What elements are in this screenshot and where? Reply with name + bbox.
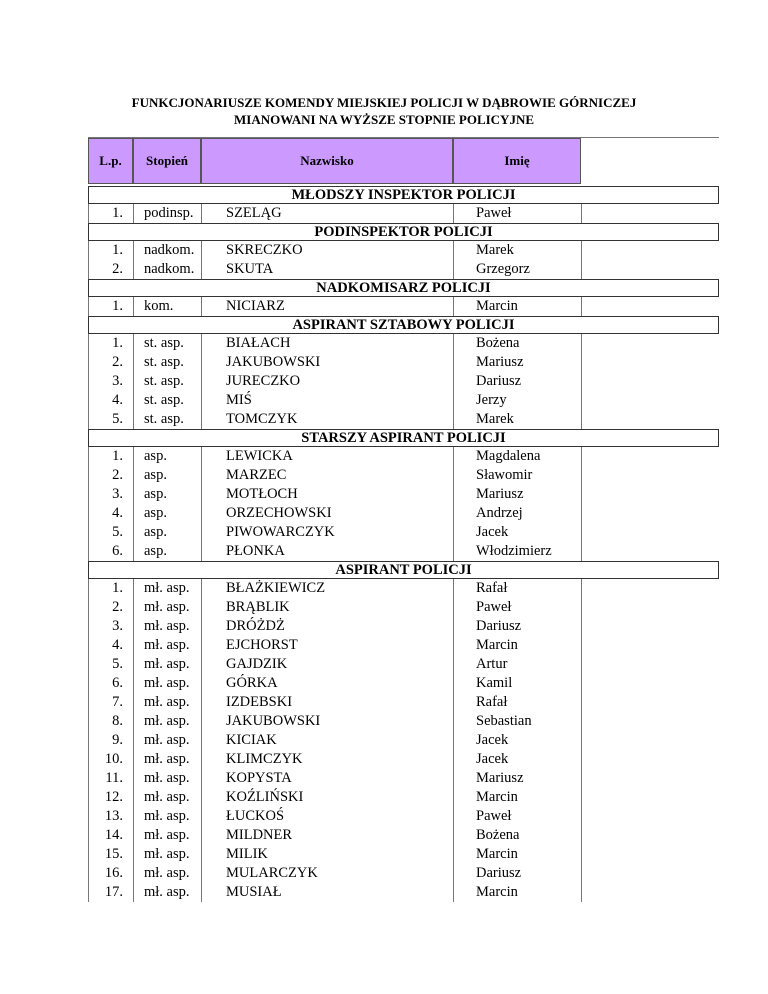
row-surname: DRÓŻDŻ (226, 618, 285, 634)
row-rank: mł. asp. (144, 751, 190, 767)
row-number: 5. (112, 411, 123, 427)
row-surname: ŁUCKOŚ (226, 808, 285, 824)
column-rule (88, 579, 89, 902)
row-rank: asp. (144, 505, 167, 521)
row-rank: mł. asp. (144, 808, 190, 824)
row-first-name: Dariusz (476, 373, 522, 389)
row-number: 4. (112, 505, 123, 521)
row-surname: MOTŁOCH (226, 486, 298, 502)
header-lp: L.p. (88, 138, 133, 184)
row-rank: st. asp. (144, 411, 184, 427)
row-first-name: Rafał (476, 694, 508, 710)
row-first-name: Włodzimierz (476, 543, 552, 559)
row-first-name: Jacek (476, 524, 509, 540)
row-first-name: Bożena (476, 335, 520, 351)
row-rank: asp. (144, 524, 167, 540)
row-number: 13. (104, 808, 123, 824)
column-rule (453, 579, 454, 902)
row-surname: KOŹLIŃSKI (226, 789, 304, 805)
row-surname: SKUTA (226, 261, 274, 277)
table-row (88, 485, 578, 504)
column-rule (133, 204, 134, 223)
section-heading: ASPIRANT POLICJI (88, 561, 719, 579)
row-first-name: Paweł (476, 808, 512, 824)
column-rule (133, 447, 134, 561)
table-row (88, 769, 578, 788)
column-rule (581, 334, 582, 429)
row-rank: mł. asp. (144, 713, 190, 729)
row-number: 12. (104, 789, 123, 805)
row-first-name: Jacek (476, 732, 509, 748)
column-rule (453, 334, 454, 429)
row-first-name: Dariusz (476, 618, 522, 634)
row-number: 6. (112, 675, 123, 691)
column-rule (453, 447, 454, 561)
column-rule (201, 334, 202, 429)
row-surname: GÓRKA (226, 675, 278, 691)
row-rank: mł. asp. (144, 637, 190, 653)
row-first-name: Dariusz (476, 865, 522, 881)
row-rank: st. asp. (144, 335, 184, 351)
column-rule (88, 297, 89, 316)
row-number: 6. (112, 543, 123, 559)
table-row (88, 297, 578, 316)
table-row (88, 410, 578, 429)
row-rank: st. asp. (144, 373, 184, 389)
row-number: 15. (104, 846, 123, 862)
row-number: 11. (105, 770, 123, 786)
header-imie: Imię (453, 138, 581, 184)
row-surname: BŁAŻKIEWICZ (226, 580, 326, 596)
column-rule (88, 334, 89, 429)
row-surname: SKRECZKO (226, 242, 303, 258)
row-surname: BIAŁACH (226, 335, 291, 351)
row-first-name: Kamil (476, 675, 513, 691)
row-number: 1. (112, 205, 123, 221)
row-number: 5. (112, 656, 123, 672)
row-first-name: Grzegorz (476, 261, 530, 277)
table-row (88, 241, 578, 260)
row-rank: mł. asp. (144, 884, 190, 900)
row-first-name: Paweł (476, 205, 512, 221)
row-number: 3. (112, 486, 123, 502)
document-title-line-2: MIANOWANI NA WYŻSZE STOPNIE POLICYJNE (233, 112, 535, 127)
row-number: 3. (112, 618, 123, 634)
table-row (88, 353, 578, 372)
row-rank: st. asp. (144, 392, 184, 408)
row-surname: GAJDZIK (226, 656, 288, 672)
table-row (88, 712, 578, 731)
row-number: 2. (112, 354, 123, 370)
column-rule (453, 204, 454, 223)
row-number: 4. (112, 637, 123, 653)
table-row (88, 617, 578, 636)
table-row (88, 372, 578, 391)
row-number: 4. (112, 392, 123, 408)
table-row (88, 260, 578, 279)
row-surname: PIWOWARCZYK (226, 524, 335, 540)
row-first-name: Paweł (476, 599, 512, 615)
row-rank: mł. asp. (144, 846, 190, 862)
row-surname: EJCHORST (226, 637, 298, 653)
row-first-name: Marcin (476, 789, 518, 805)
row-rank: mł. asp. (144, 675, 190, 691)
row-rank: nadkom. (144, 242, 195, 258)
table-row (88, 504, 578, 523)
row-surname: BRĄBLIK (226, 599, 290, 615)
row-surname: ORZECHOWSKI (226, 505, 332, 521)
column-rule (133, 334, 134, 429)
row-number: 2. (112, 599, 123, 615)
column-rule (201, 204, 202, 223)
row-number: 7. (112, 694, 123, 710)
row-rank: podinsp. (144, 205, 194, 221)
row-rank: mł. asp. (144, 770, 190, 786)
column-rule (581, 241, 582, 279)
row-number: 17. (104, 884, 123, 900)
row-first-name: Marek (476, 411, 514, 427)
row-rank: asp. (144, 543, 167, 559)
section-heading: NADKOMISARZ POLICJI (88, 279, 719, 297)
table-row (88, 655, 578, 674)
column-rule (201, 447, 202, 561)
row-number: 10. (104, 751, 123, 767)
row-number: 1. (112, 580, 123, 596)
row-number: 1. (112, 335, 123, 351)
column-rule (133, 579, 134, 902)
table-row (88, 447, 578, 466)
row-surname: MARZEC (226, 467, 287, 483)
row-number: 14. (104, 827, 123, 843)
row-number: 5. (112, 524, 123, 540)
row-surname: JAKUBOWSKI (226, 354, 321, 370)
column-rule (88, 241, 89, 279)
section-heading: STARSZY ASPIRANT POLICJI (88, 429, 719, 447)
row-rank: st. asp. (144, 354, 184, 370)
row-rank: mł. asp. (144, 580, 190, 596)
row-first-name: Sebastian (476, 713, 532, 729)
table-row (88, 788, 578, 807)
row-first-name: Bożena (476, 827, 520, 843)
column-rule (581, 579, 582, 902)
row-surname: KOPYSTA (226, 770, 292, 786)
row-first-name: Artur (476, 656, 508, 672)
row-number: 1. (112, 448, 123, 464)
table-row (88, 845, 578, 864)
table-row (88, 807, 578, 826)
table-row (88, 750, 578, 769)
row-rank: mł. asp. (144, 694, 190, 710)
row-number: 2. (112, 261, 123, 277)
row-rank: mł. asp. (144, 732, 190, 748)
row-surname: MULARCZYK (226, 865, 318, 881)
row-first-name: Mariusz (476, 770, 524, 786)
column-rule (201, 241, 202, 279)
table-row (88, 204, 578, 223)
row-rank: nadkom. (144, 261, 195, 277)
table-row (88, 579, 578, 598)
row-first-name: Marcin (476, 846, 518, 862)
row-surname: MUSIAŁ (226, 884, 282, 900)
row-number: 9. (112, 732, 123, 748)
row-number: 1. (112, 242, 123, 258)
row-first-name: Mariusz (476, 354, 524, 370)
column-rule (201, 297, 202, 316)
row-rank: asp. (144, 467, 167, 483)
column-rule (133, 241, 134, 279)
row-surname: LEWICKA (226, 448, 293, 464)
row-surname: NICIARZ (226, 298, 285, 314)
row-rank: mł. asp. (144, 827, 190, 843)
section-heading: PODINSPEKTOR POLICJI (88, 223, 719, 241)
table-row (88, 864, 578, 883)
row-surname: IZDEBSKI (226, 694, 293, 710)
row-surname: KLIMCZYK (226, 751, 303, 767)
row-rank: mł. asp. (144, 789, 190, 805)
row-number: 3. (112, 373, 123, 389)
table-row (88, 391, 578, 410)
row-rank: mł. asp. (144, 599, 190, 615)
table-row (88, 826, 578, 845)
row-rank: kom. (144, 298, 174, 314)
row-first-name: Marcin (476, 884, 518, 900)
row-first-name: Marek (476, 242, 514, 258)
row-surname: MILIK (226, 846, 268, 862)
row-rank: mł. asp. (144, 656, 190, 672)
header-stopien: Stopień (133, 138, 201, 184)
row-first-name: Mariusz (476, 486, 524, 502)
row-surname: PŁONKA (226, 543, 285, 559)
column-rule (581, 447, 582, 561)
column-rule (581, 297, 582, 316)
document-title-line-1: FUNKCJONARIUSZE KOMENDY MIEJSKIEJ POLICJI W DĄBROWIE GÓRNICZEJ (131, 95, 637, 110)
column-rule (133, 297, 134, 316)
row-first-name: Marcin (476, 637, 518, 653)
row-surname: MILDNER (226, 827, 293, 843)
table-row (88, 693, 578, 712)
row-number: 1. (112, 298, 123, 314)
column-rule (88, 204, 89, 223)
column-rule (453, 241, 454, 279)
row-first-name: Magdalena (476, 448, 541, 464)
row-number: 8. (112, 713, 123, 729)
table-row (88, 466, 578, 485)
row-number: 2. (112, 467, 123, 483)
row-surname: JURECZKO (226, 373, 301, 389)
table-row (88, 883, 578, 902)
column-rule (88, 447, 89, 561)
header-nazwisko: Nazwisko (201, 138, 453, 184)
row-first-name: Jacek (476, 751, 509, 767)
table-row (88, 598, 578, 617)
row-rank: asp. (144, 448, 167, 464)
section-heading: ASPIRANT SZTABOWY POLICJI (88, 316, 719, 334)
row-surname: KICIAK (226, 732, 277, 748)
row-first-name: Marcin (476, 298, 518, 314)
table-row (88, 542, 578, 561)
row-first-name: Andrzej (476, 505, 523, 521)
table-row (88, 636, 578, 655)
row-first-name: Jerzy (476, 392, 507, 408)
column-rule (201, 579, 202, 902)
row-surname: TOMCZYK (226, 411, 298, 427)
row-surname: SZELĄG (226, 205, 282, 221)
section-heading: MŁODSZY INSPEKTOR POLICJI (88, 186, 719, 204)
row-surname: MIŚ (226, 392, 252, 408)
row-first-name: Sławomir (476, 467, 533, 483)
row-rank: asp. (144, 486, 167, 502)
table-row (88, 523, 578, 542)
row-rank: mł. asp. (144, 865, 190, 881)
column-rule (581, 204, 582, 223)
row-surname: JAKUBOWSKI (226, 713, 321, 729)
table-row (88, 674, 578, 693)
row-first-name: Rafał (476, 580, 508, 596)
row-number: 16. (104, 865, 123, 881)
table-row (88, 334, 578, 353)
table-row (88, 731, 578, 750)
row-rank: mł. asp. (144, 618, 190, 634)
column-rule (453, 297, 454, 316)
